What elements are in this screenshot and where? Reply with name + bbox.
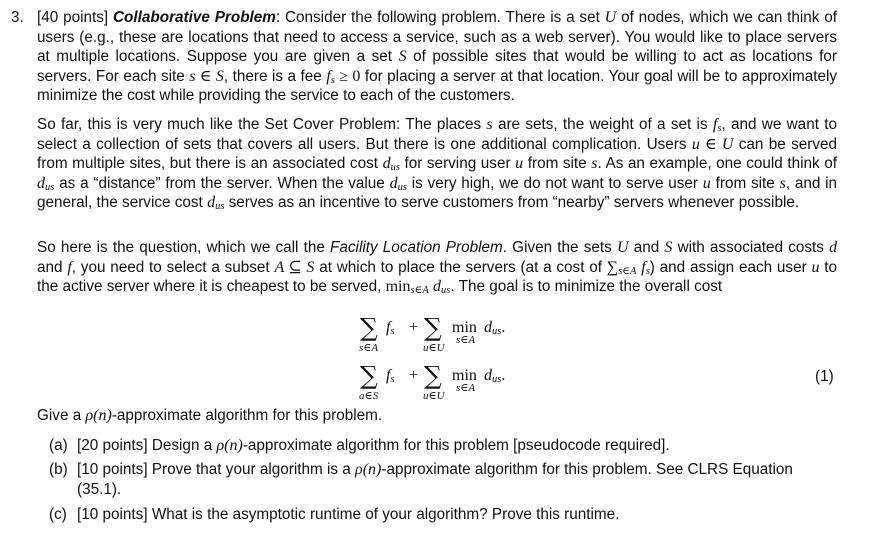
problem-title: Collaborative Problem	[112, 9, 276, 26]
sum-limit: s∈A	[359, 342, 379, 354]
sum-symbol: ∑	[424, 313, 442, 342]
item-text: [10 points] What is the asymptotic runtime of your algorithm? Prove this runtime.	[77, 506, 620, 523]
min-limit: s∈A	[456, 334, 476, 346]
sum-limit: u∈U	[423, 342, 445, 354]
problem-points: [40 points]	[37, 9, 109, 26]
min-limit: s∈A	[456, 382, 476, 394]
item-label: (a)	[49, 437, 68, 454]
task-statement: Give a ρ(n)-approximate algorithm for this problem.	[37, 407, 383, 424]
item-label: (b)	[49, 461, 68, 478]
document-page: 3. [40 points] Collaborative Problem: Consider the following problem. There is a set U of nodes, which we can think of users (e.g., these are locations that need to access a service, such as a web server). You would like to place servers at multiple locations. Suppose you are given a set S of possible sites that would be willing to act as locations for servers. For each site s ∈ S, there is a fee $f_s \ge 0$ for placing a server at that location. Your goal will be to approximately minimize the cost while providing the service to each of the customers. So far, this is very much like the Set Cover Problem: The places s are sets, the weight of a set is $f_s$, and we want to select a collection of sets that covers all users. But there is one additional complication. Users u ∈ U can be served from multiple sites, but there is an associated cost $d_{us}$ for serving user u from site s. As an example, one could think of $d_{us}$ as a “distance” from the server. When the value $d_{us}$ is very high, we do not want to serve user u from site s, and in general, the service cost $d_{us}$ serves as an incentive to serve customers from “nearby” servers whenever possible. So here is the question, which we call the Facility Location Problem. Given the sets U and S with associated costs d and f, you need to select a subset A ⊆ S at which to place the servers (at a cost of $\sum_{s\in A}$ $f_s$) and assign each user u to the active server where it is cheapest to be served, $\min_{s\in A} d_{us}$. The goal is to minimize the overall cost ∑ s∈A $f_s$ + ∑ u∈U min s∈A $d_{us}$. ∑ a∈S $f_s$ + ∑ u∈U min s∈A $d_{us}$. (1) Give a ρ(n)-approximate algorithm for this problem. (a) [20 points] Design a ρ(n)-approximate algorithm for this problem [pseudocode required]. (b) [10 points] Prove that your algorithm is a ρ(n)-approximate algorithm for this problem. See CLRS Equation (35.1). (c) [10 points] What is the asymptotic runtime of your algorithm? Prove this runtime.	[11, 9, 838, 523]
equation-number: (1)	[815, 368, 834, 385]
sum-limit: a∈S	[359, 390, 379, 402]
sum-symbol: ∑	[360, 361, 378, 390]
item-text: [10 points] Prove that your algorithm is a ρ(n)-approximate algorithm for this problem. See CLRS Equation (35.1).	[77, 461, 793, 498]
sum-symbol: ∑	[360, 313, 378, 342]
problem-number: 3.	[11, 9, 24, 26]
sum-limit: u∈U	[423, 390, 445, 402]
sum-symbol: ∑	[424, 361, 442, 390]
facility-location-paragraph: So here is the question, which we call the Facility Location Problem. Given the sets U and S with associated costs d and f, you need to select a subset A ⊆ S at which to place the servers (at a cost of $\sum_{s\in A}$ $f_s$) and assign each user u to the active server where it is cheapest to be served, $\min_{s\in A} d_{us}$. The goal is to minimize the overall cost	[37, 239, 838, 296]
item-label: (c)	[49, 506, 67, 523]
item-text: [20 points] Design a ρ(n)-approximate algorithm for this problem [pseudocode required].	[77, 437, 670, 454]
problem-name: Facility Location Problem	[330, 239, 503, 256]
set-cover-paragraph: So far, this is very much like the Set Cover Problem: The places s are sets, the weight of a set is $f_s$, and we want to select a collection of sets that covers all users. But there is one additional complication. Users u ∈ U can be served from multiple sites, but there is an associated cost $d_{us}$ for serving user u from site s. As an example, one could think of $d_{us}$ as a “distance” from the server. When the value $d_{us}$ is very high, we do not want to serve user u from site s, and in general, the service cost $d_{us}$ serves as an incentive to serve customers from “nearby” servers whenever possible.	[37, 116, 838, 212]
problem-intro-paragraph: [40 points] Collaborative Problem: Consider the following problem. There is a set U of nodes, which we can think of users (e.g., these are locations that need to access a service, such as a web server). You would like to place servers at multiple locations. Suppose you are given a set S of possible sites that would be willing to act as locations for servers. For each site s ∈ S, there is a fee $f_s \ge 0$ for placing a server at that location. Your goal will be to approximately minimize the cost while providing the service to each of the customers.	[37, 9, 838, 104]
